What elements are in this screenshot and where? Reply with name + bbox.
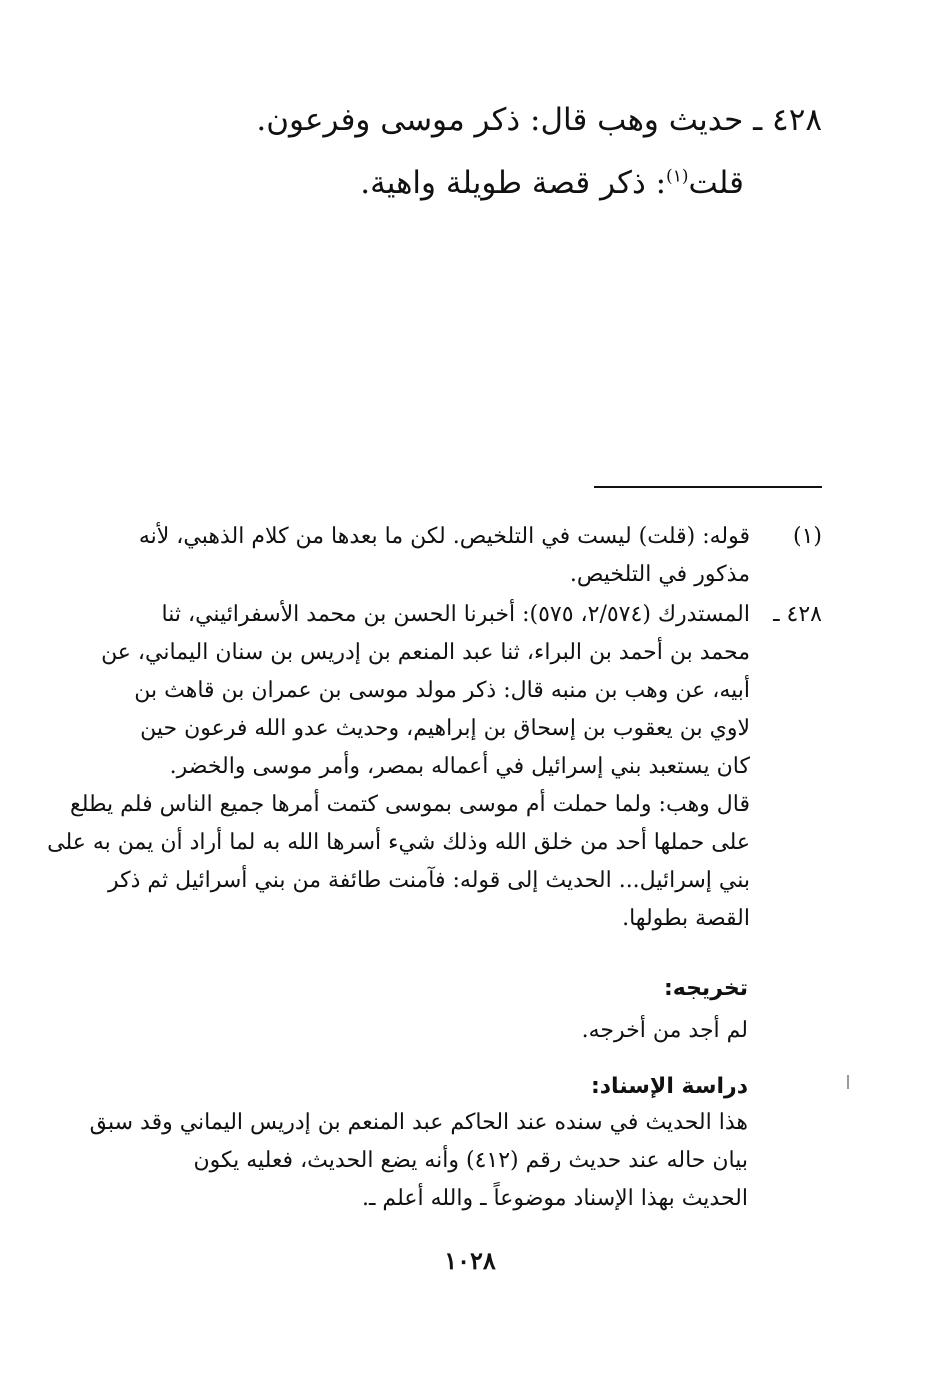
footnote-ref-1: (١) (666, 166, 689, 187)
footnote-line: القصة بطولها. (622, 906, 750, 931)
scan-speck (847, 1075, 849, 1089)
footnote-1-text (122, 518, 750, 594)
footnote-line: على حملها أحد من خلق الله وذلك شيء أسرها الله به لما أراد أن يمن به على (47, 830, 750, 855)
qult-line (360, 163, 744, 203)
footnote-line: أبيه، عن وهب بن منبه قال: ذكر مولد موسى بن عمران بن قاهث بن (134, 678, 750, 703)
footnote-428-number: ٤٢٨ ـ (773, 602, 822, 627)
footnote-line: محمد بن أحمد بن البراء، ثنا عبد المنعم بن إدريس بن سنان اليماني، عن (101, 640, 750, 665)
footnote-1-number: (١) (792, 524, 822, 549)
takhrij-text: لم أجد من أخرجه. (581, 1018, 748, 1043)
dirasa-text (89, 1104, 748, 1218)
footnote-line: قال وهب: ولما حملت أم موسى بموسى كتمت أمرها جميع الناس فلم يطلع (69, 792, 750, 817)
takhrij-heading: تخريجه: (663, 976, 748, 1001)
hadith-heading-line: ٤٢٨ ـ حديث وهب قال: ذكر موسى وفرعون. (256, 102, 822, 138)
footnote-1 (122, 518, 822, 594)
footnote-line: لاوي بن يعقوب بن إسحاق بن إبراهيم، وحديث عدو الله فرعون حين (140, 716, 750, 741)
footnote-line: مذكور في التلخيص. (569, 562, 750, 587)
footnote-line: المستدرك (٢/٥٧٤، ٥٧٥): أخبرنا الحسن بن محمد الأسفرائيني، ثنا (161, 602, 750, 627)
footnote-separator (594, 486, 822, 488)
dirasa-line: بيان حاله عند حديث رقم (٤١٢) وأنه يضع الحديث، فعليه يكون (193, 1148, 748, 1173)
footnote-line: كان يستعبد بني إسرائيل في أعماله بمصر، وأمر موسى والخضر. (169, 754, 750, 779)
qult-word: قلت (688, 165, 744, 201)
page-number: ١٠٢٨ (444, 1246, 496, 1275)
footnote-line: قوله: (قلت) ليست في التلخيص. لكن ما بعدها من كلام الذهبي، لأنه (138, 524, 750, 549)
dirasa-line: الحديث بهذا الإسناد موضوعاً ـ والله أعلم ـ. (362, 1186, 748, 1211)
footnote-428 (47, 596, 822, 938)
qult-text: : ذكر قصة طويلة واهية. (360, 165, 667, 201)
dirasa-line: هذا الحديث في سنده عند الحاكم عبد المنعم بن إدريس اليماني وقد سبق (89, 1110, 748, 1135)
footnote-428-text (47, 596, 750, 938)
footnote-line: بني إسرائيل... الحديث إلى قوله: فآمنت طائفة من بني أسرائيل ثم ذكر (108, 868, 750, 893)
dirasa-heading: دراسة الإسناد: (590, 1074, 748, 1099)
